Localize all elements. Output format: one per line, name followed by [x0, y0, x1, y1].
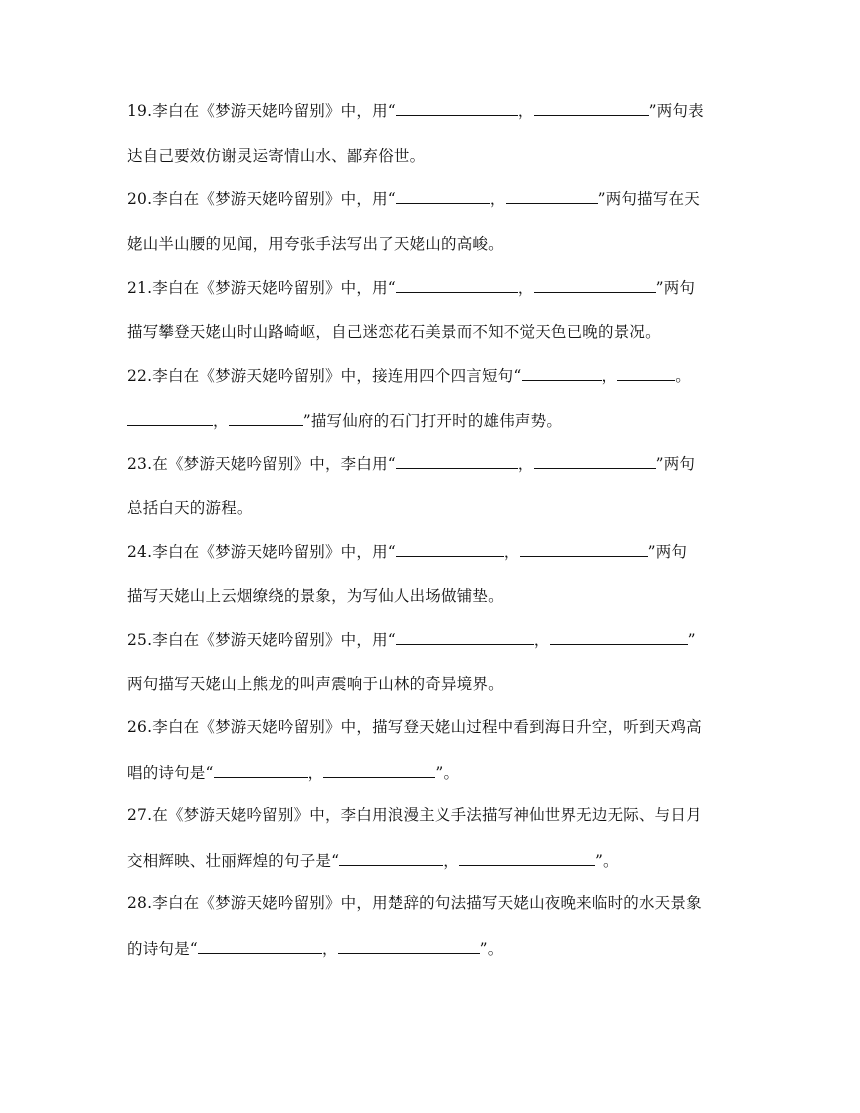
question-23-line-1 — [127, 453, 695, 474]
question-text: 李白在《梦游天姥吟留别》中，用“ — [152, 102, 396, 120]
question-number: 28. — [127, 894, 153, 912]
blank-separator: ， — [489, 190, 506, 208]
question-number: 22. — [127, 367, 153, 385]
question-text-tail: ”两句 — [655, 279, 696, 297]
question-20-line-1 — [127, 188, 700, 209]
blank-separator: ， — [533, 631, 550, 649]
answer-blank[interactable] — [214, 762, 308, 778]
question-number: 24. — [127, 543, 153, 561]
question-text: 描写天姥山上云烟缭绕的景象，为写仙人出场做铺垫。 — [127, 587, 504, 605]
question-19-line-1 — [127, 100, 704, 121]
answer-blank[interactable] — [396, 453, 518, 469]
question-number: 27. — [127, 806, 153, 824]
answer-blank[interactable] — [522, 365, 602, 381]
blank-separator: ， — [213, 412, 229, 430]
answer-blank[interactable] — [534, 277, 656, 293]
answer-blank[interactable] — [520, 541, 648, 557]
question-text-tail: ”描写仙府的石门打开时的雄伟声势。 — [302, 412, 563, 430]
answer-blank[interactable] — [127, 410, 213, 426]
blank-separator: ， — [321, 940, 338, 958]
question-24-line-2 — [127, 586, 504, 606]
question-text: 李白在《梦游天姥吟留别》中，描写登天姥山过程中看到海日升空，听到天鸡高 — [152, 718, 702, 736]
question-23-line-2 — [127, 498, 253, 518]
question-text: 李白在《梦游天姥吟留别》中，用“ — [152, 631, 396, 649]
question-text: 两句描写天姥山上熊龙的叫声震响于山林的奇异境界。 — [127, 675, 504, 693]
blank-separator: ， — [517, 455, 534, 473]
answer-blank[interactable] — [534, 453, 656, 469]
blank-separator: ， — [517, 279, 534, 297]
question-text-tail: ”。 — [594, 852, 619, 870]
question-text-tail: ” — [687, 631, 696, 649]
answer-blank[interactable] — [550, 629, 688, 645]
answer-blank[interactable] — [339, 850, 443, 866]
question-24-line-1 — [127, 541, 687, 562]
question-text: 达自己要效仿谢灵运寄情山水、鄙弃俗世。 — [127, 147, 426, 165]
answer-blank[interactable] — [396, 100, 518, 116]
question-number: 23. — [127, 455, 153, 473]
blank-separator: ， — [503, 543, 520, 561]
answer-blank[interactable] — [506, 188, 598, 204]
question-21-line-2 — [127, 322, 661, 342]
question-number: 25. — [127, 631, 153, 649]
question-text-tail: ”。 — [479, 940, 504, 958]
question-text: 在《梦游天姥吟留别》中，李白用“ — [152, 455, 396, 473]
question-26-line-2 — [127, 762, 459, 783]
answer-blank[interactable] — [459, 850, 595, 866]
blank-separator: ， — [517, 102, 534, 120]
question-text: 李白在《梦游天姥吟留别》中，用“ — [152, 543, 396, 561]
answer-blank[interactable] — [396, 629, 534, 645]
answer-blank[interactable] — [323, 762, 435, 778]
question-21-line-1 — [127, 277, 695, 298]
blank-separator: ， — [601, 367, 618, 385]
question-text: 在《梦游天姥吟留别》中，李白用浪漫主义手法描写神仙世界无边无际、与日月 — [152, 806, 702, 824]
answer-blank[interactable] — [534, 100, 649, 116]
question-28-line-2 — [127, 938, 503, 959]
question-text-tail: ”两句描写在天 — [597, 190, 700, 208]
question-27-line-1 — [127, 805, 702, 825]
question-text-tail: ”两句表 — [648, 102, 704, 120]
question-text: 唱的诗句是“ — [127, 764, 214, 782]
blank-separator: ， — [307, 764, 324, 782]
question-number: 20. — [127, 190, 153, 208]
question-text: 描写攀登天姥山时山路崎岖，自己迷恋花石美景而不知不觉天色已晚的景况。 — [127, 323, 661, 341]
answer-blank[interactable] — [396, 188, 490, 204]
question-text-tail: ”两句 — [647, 543, 688, 561]
question-text-tail: 。 — [675, 367, 691, 385]
question-number: 26. — [127, 718, 153, 736]
question-26-line-1 — [127, 717, 702, 737]
answer-blank[interactable] — [617, 365, 675, 381]
answer-blank[interactable] — [396, 277, 518, 293]
question-number: 21. — [127, 279, 153, 297]
question-number: 19. — [127, 102, 153, 120]
answer-blank[interactable] — [396, 541, 504, 557]
question-text-tail: ”。 — [435, 764, 460, 782]
blank-separator: ， — [443, 852, 459, 870]
answer-blank[interactable] — [229, 410, 303, 426]
question-text: 李白在《梦游天姥吟留别》中，接连用四个四言短句“ — [152, 367, 522, 385]
answer-blank[interactable] — [338, 938, 480, 954]
question-22-line-2 — [127, 410, 562, 431]
question-text: 姥山半山腰的见闻，用夸张手法写出了天姥山的高峻。 — [127, 235, 504, 253]
question-text: 李白在《梦游天姥吟留别》中，用楚辞的句法描写天姥山夜晚来临时的水天景象 — [152, 894, 702, 912]
answer-blank[interactable] — [198, 938, 322, 954]
question-28-line-1 — [127, 893, 702, 913]
question-22-line-1 — [127, 365, 691, 386]
question-text: 李白在《梦游天姥吟留别》中，用“ — [152, 190, 396, 208]
question-text: 总括白天的游程。 — [127, 499, 253, 517]
question-19-line-2 — [127, 146, 425, 166]
question-27-line-2 — [127, 850, 619, 871]
question-text: 李白在《梦游天姥吟留别》中，用“ — [152, 279, 396, 297]
question-text: 的诗句是“ — [127, 940, 198, 958]
question-25-line-1 — [127, 629, 696, 650]
question-text-tail: ”两句 — [655, 455, 696, 473]
question-text: 交相辉映、壮丽辉煌的句子是“ — [127, 852, 340, 870]
question-20-line-2 — [127, 234, 504, 254]
question-25-line-2 — [127, 674, 504, 694]
